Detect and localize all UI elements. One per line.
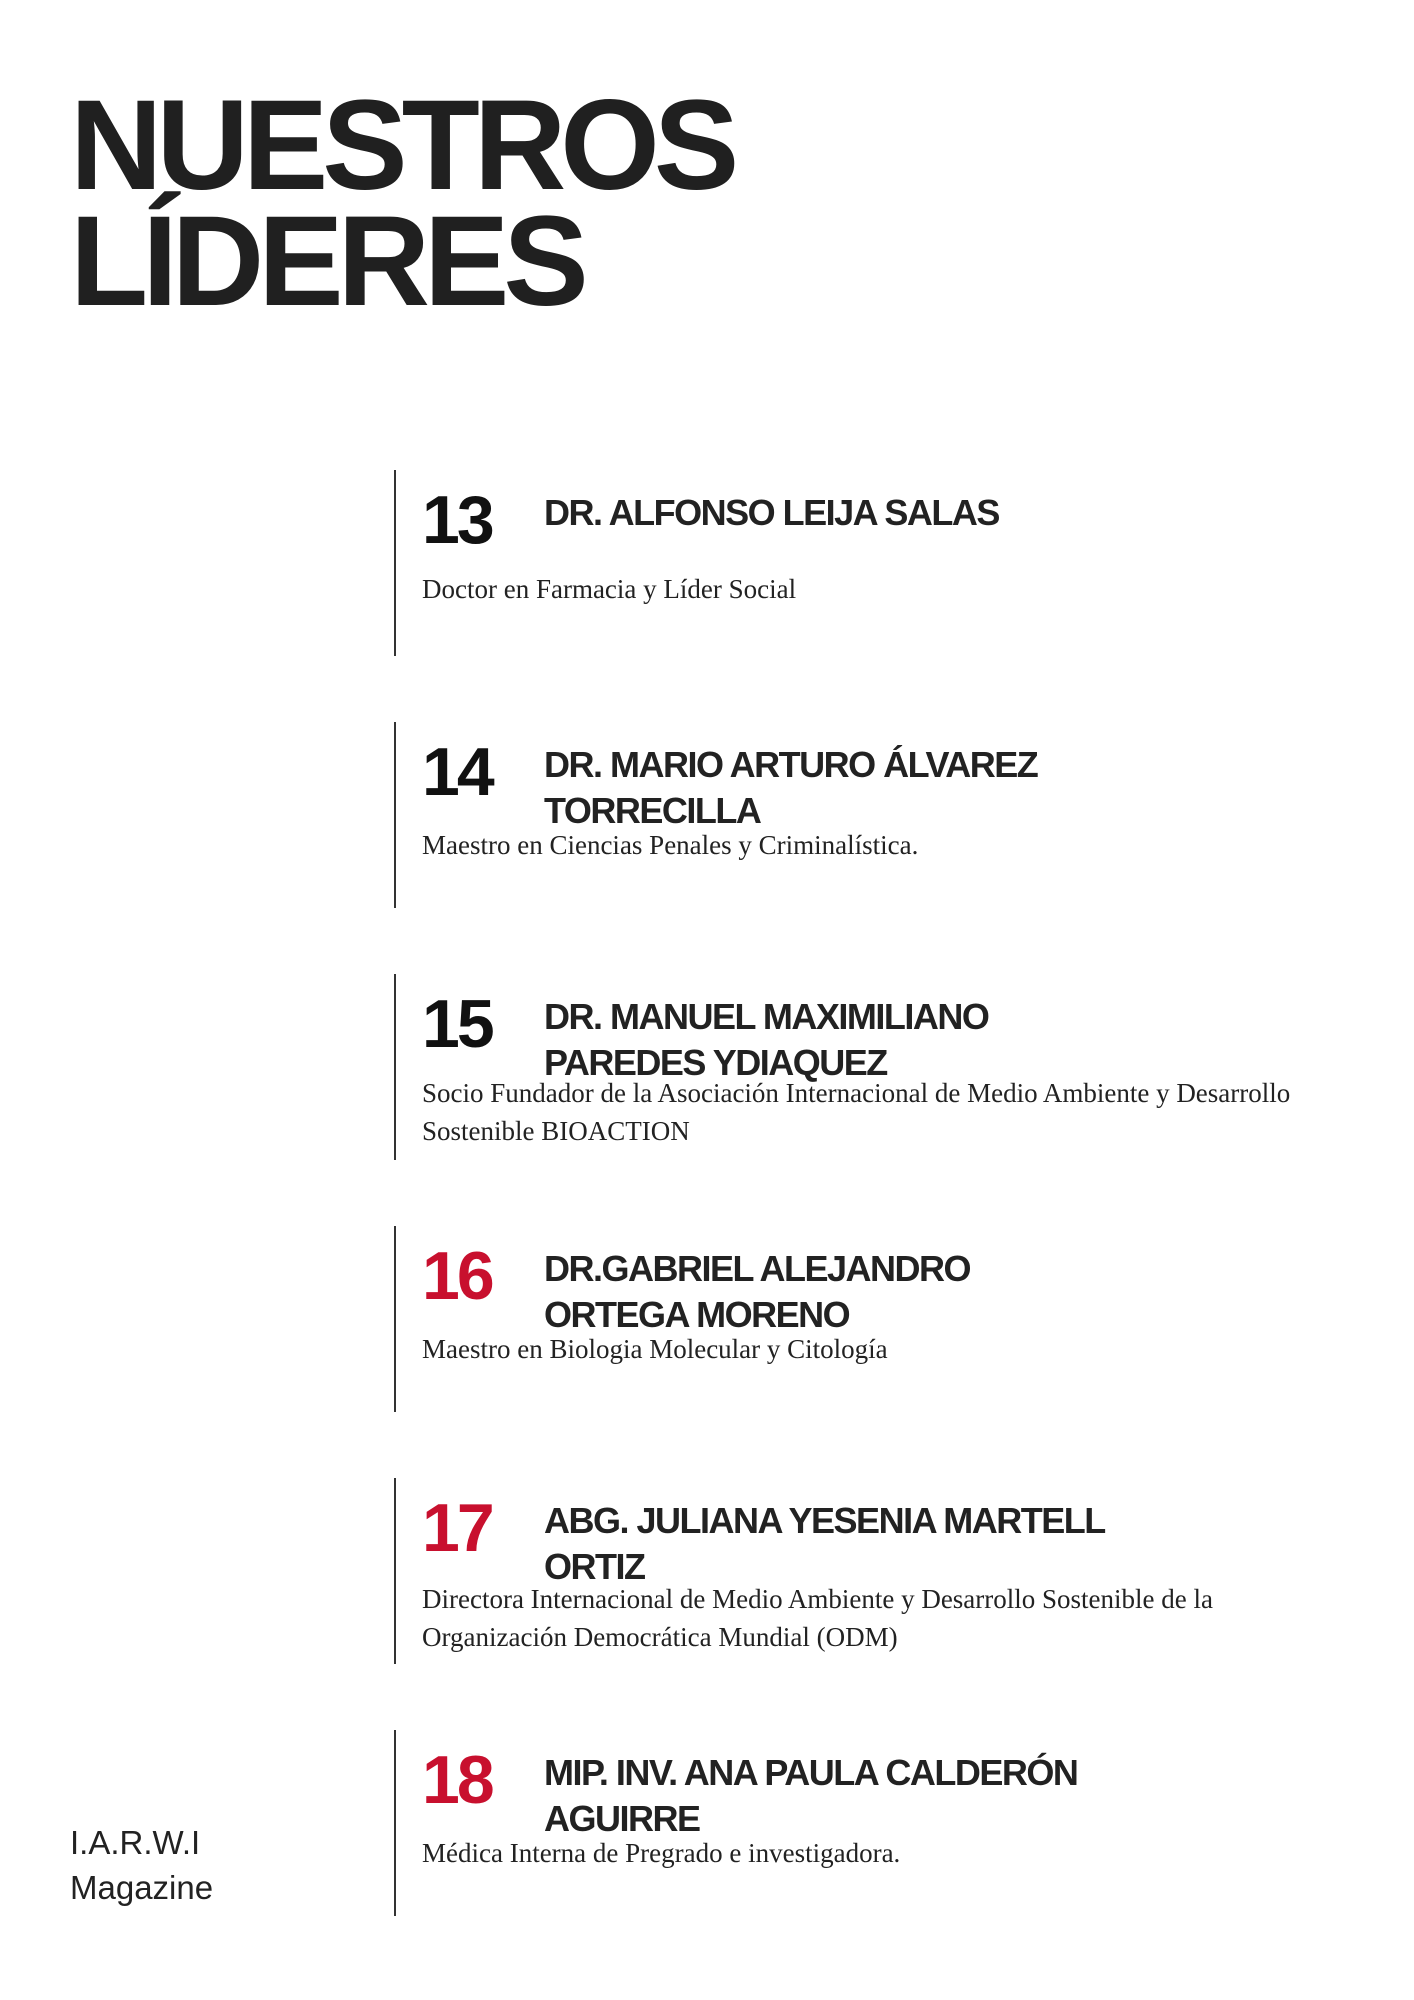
leader-description: Médica Interna de Pregrado e investigadora. (422, 1838, 901, 1868)
magazine-label-line-2: Magazine (70, 1869, 214, 1906)
page-title-line-2: LÍDERES (70, 190, 583, 333)
leader-name: DR. MARIO ARTURO ÁLVAREZ TORRECILLA (544, 744, 1038, 831)
leader-entry-13 (394, 470, 1356, 656)
leader-name: DR. ALFONSO LEIJA SALAS (544, 492, 999, 533)
magazine-label-line-1: I.A.R.W.I (70, 1824, 201, 1861)
leader-description: Directora Internacional de Medio Ambiente y Desarrollo Sostenible de la Organización Democrática Mundial (ODM) (422, 1584, 1213, 1652)
entry-number: 17 (422, 1490, 492, 1566)
leader-name: DR. MANUEL MAXIMILIANO PAREDES YDIAQUEZ (544, 996, 989, 1083)
leader-entry-17 (394, 1478, 1356, 1664)
leader-name: ABG. JULIANA YESENIA MARTELL ORTIZ (544, 1500, 1105, 1587)
entry-number: 13 (422, 482, 492, 558)
entry-number: 18 (422, 1742, 492, 1818)
leader-name: DR.GABRIEL ALEJANDRO ORTEGA MORENO (544, 1248, 971, 1335)
entry-number: 16 (422, 1238, 492, 1314)
leader-entry-15 (394, 974, 1356, 1160)
leader-description: Maestro en Ciencias Penales y Criminalística. (422, 830, 919, 860)
entry-number: 15 (422, 986, 492, 1062)
leader-description: Maestro en Biologia Molecular y Citología (422, 1334, 888, 1364)
leader-description: Socio Fundador de la Asociación Internacional de Medio Ambiente y Desarrollo Sostenible BIOACTION (422, 1078, 1291, 1146)
leader-entry-18 (394, 1730, 1356, 1916)
magazine-label (70, 1820, 213, 1910)
leader-description: Doctor en Farmacia y Líder Social (422, 574, 797, 604)
page-title (70, 74, 734, 333)
page-title-line-1: NUESTROS (70, 74, 734, 217)
leader-name: MIP. INV. ANA PAULA CALDERÓN AGUIRRE (544, 1752, 1078, 1839)
entry-number: 14 (422, 734, 492, 810)
leader-entry-14 (394, 722, 1356, 908)
leader-entry-16 (394, 1226, 1356, 1412)
